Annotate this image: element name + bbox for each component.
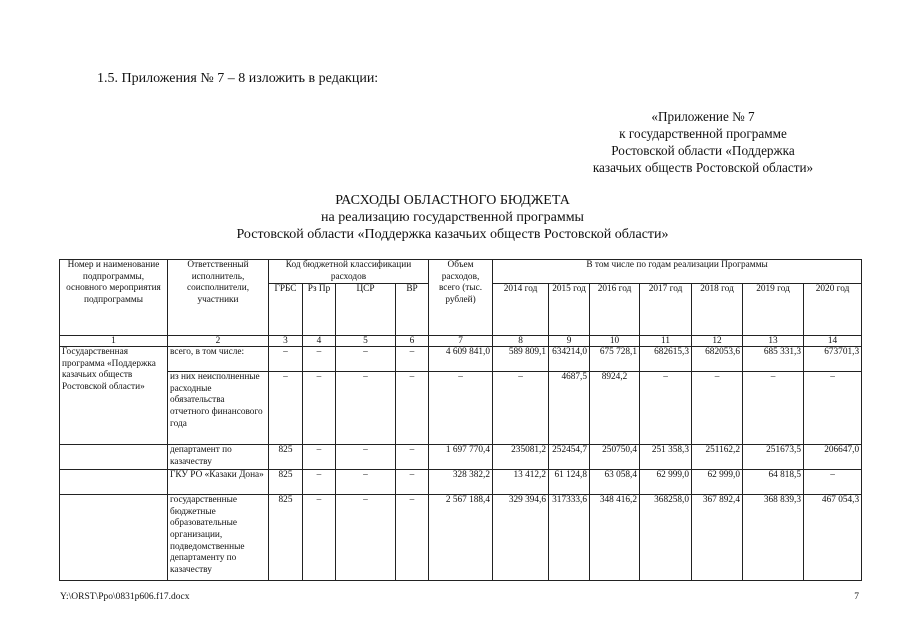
- grbs-cell: 825: [269, 445, 303, 470]
- executor-cell: ГКУ РО «Казаки Дона»: [168, 470, 269, 495]
- year-value-cell: –: [743, 372, 804, 445]
- total-cell: 1 697 770,4: [429, 445, 493, 470]
- year-value-cell: –: [804, 470, 862, 495]
- rzpr-cell: –: [303, 445, 336, 470]
- executor-cell: всего, в том числе:: [168, 347, 269, 372]
- grbs-cell: 825: [269, 470, 303, 495]
- year-value-cell: 348 416,2: [590, 495, 640, 581]
- year-value-cell: 317333,6: [549, 495, 590, 581]
- total-cell: 4 609 841,0: [429, 347, 493, 372]
- table-row: [60, 445, 862, 470]
- program-name-empty: [60, 445, 168, 470]
- header-year: 2020 год: [804, 284, 862, 336]
- year-value-cell: 251162,2: [692, 445, 743, 470]
- csr-cell: –: [336, 470, 396, 495]
- year-value-cell: 4687,5: [549, 372, 590, 445]
- year-value-cell: 685 331,3: [743, 347, 804, 372]
- year-value-cell: 61 124,8: [549, 470, 590, 495]
- table-row: [60, 495, 862, 581]
- year-value-cell: 250750,4: [590, 445, 640, 470]
- column-number: 4: [303, 336, 336, 347]
- total-cell: –: [429, 372, 493, 445]
- year-value-cell: 682615,3: [640, 347, 692, 372]
- csr-cell: –: [336, 347, 396, 372]
- year-value-cell: 252454,7: [549, 445, 590, 470]
- year-value-cell: 8924,2: [590, 372, 640, 445]
- vr-cell: –: [396, 495, 429, 581]
- csr-cell: –: [336, 372, 396, 445]
- year-value-cell: 682053,6: [692, 347, 743, 372]
- grbs-cell: 825: [269, 495, 303, 581]
- table-row: [60, 347, 862, 372]
- header-name: Номер и наименование подпрограммы, основного мероприятия подпрограммы: [60, 260, 168, 336]
- header-total: Объем расходов, всего (тыс. рублей): [429, 260, 493, 336]
- vr-cell: –: [396, 470, 429, 495]
- header-vr: ВР: [396, 284, 429, 336]
- column-number: 5: [336, 336, 396, 347]
- column-number: 14: [804, 336, 862, 347]
- rzpr-cell: –: [303, 347, 336, 372]
- year-value-cell: 251 358,3: [640, 445, 692, 470]
- year-value-cell: –: [804, 372, 862, 445]
- header-grbs: ГРБС: [269, 284, 303, 336]
- rzpr-cell: –: [303, 372, 336, 445]
- year-value-cell: 251673,5: [743, 445, 804, 470]
- year-value-cell: 589 809,1: [493, 347, 549, 372]
- appendix-line: Ростовской области «Поддержка: [611, 143, 795, 158]
- program-name-empty: [60, 470, 168, 495]
- title-line: Ростовской области «Поддержка казачьих обществ Ростовской области»: [236, 227, 669, 242]
- column-number: 3: [269, 336, 303, 347]
- column-number: 11: [640, 336, 692, 347]
- header-year: 2016 год: [590, 284, 640, 336]
- header-year: 2017 год: [640, 284, 692, 336]
- rzpr-cell: –: [303, 495, 336, 581]
- column-numbers-row: [60, 336, 862, 347]
- executor-cell: из них неисполненные расходные обязательства отчетного финансового года: [168, 372, 269, 445]
- header-years: В том числе по годам реализации Программы: [493, 260, 862, 284]
- header-csr: ЦСР: [336, 284, 396, 336]
- header-budget-code: Код бюджетной классификации расходов: [269, 260, 429, 284]
- column-number: 1: [60, 336, 168, 347]
- title-line: на реализацию государственной программы: [321, 210, 584, 225]
- table-row: [60, 372, 862, 445]
- header-year: 2018 год: [692, 284, 743, 336]
- year-value-cell: 467 054,3: [804, 495, 862, 581]
- header-year: 2019 год: [743, 284, 804, 336]
- expenses-table: [59, 259, 862, 581]
- year-value-cell: 64 818,5: [743, 470, 804, 495]
- vr-cell: –: [396, 347, 429, 372]
- column-number: 6: [396, 336, 429, 347]
- year-value-cell: 63 058,4: [590, 470, 640, 495]
- appendix-line: «Приложение № 7: [651, 109, 755, 124]
- year-value-cell: 62 999,0: [692, 470, 743, 495]
- column-number: 9: [549, 336, 590, 347]
- appendix-line: казачьих обществ Ростовской области»: [592, 160, 814, 175]
- column-number: 8: [493, 336, 549, 347]
- year-value-cell: –: [692, 372, 743, 445]
- program-name-empty: [60, 495, 168, 581]
- total-cell: 2 567 188,4: [429, 495, 493, 581]
- year-value-cell: 675 728,1: [590, 347, 640, 372]
- grbs-cell: –: [269, 347, 303, 372]
- year-value-cell: –: [493, 372, 549, 445]
- appendix-heading: [553, 108, 853, 176]
- year-value-cell: –: [640, 372, 692, 445]
- header-rzpr: Рз Пр: [303, 284, 336, 336]
- footer-file-path: Y:\ORST\Ppo\0831p606.f17.docx: [60, 592, 190, 602]
- year-value-cell: 62 999,0: [640, 470, 692, 495]
- title-line: РАСХОДЫ ОБЛАСТНОГО БЮДЖЕТА: [335, 193, 570, 208]
- column-number: 10: [590, 336, 640, 347]
- column-number: 13: [743, 336, 804, 347]
- intro-text: 1.5. Приложения № 7 – 8 изложить в редакции:: [97, 71, 379, 86]
- column-number: 12: [692, 336, 743, 347]
- csr-cell: –: [336, 445, 396, 470]
- year-value-cell: 13 412,2: [493, 470, 549, 495]
- column-number: 2: [168, 336, 269, 347]
- column-number: 7: [429, 336, 493, 347]
- header-year: 2014 год: [493, 284, 549, 336]
- year-value-cell: 235081,2: [493, 445, 549, 470]
- header-year: 2015 год: [549, 284, 590, 336]
- year-value-cell: 329 394,6: [493, 495, 549, 581]
- vr-cell: –: [396, 372, 429, 445]
- year-value-cell: 368 839,3: [743, 495, 804, 581]
- page-number: 7: [854, 592, 859, 602]
- year-value-cell: 673701,3: [804, 347, 862, 372]
- grbs-cell: –: [269, 372, 303, 445]
- year-value-cell: 368258,0: [640, 495, 692, 581]
- year-value-cell: 634214,0: [549, 347, 590, 372]
- document-title: [0, 192, 905, 243]
- total-cell: 328 382,2: [429, 470, 493, 495]
- header-executor: Ответственный исполнитель, соисполнители, участники: [168, 260, 269, 336]
- executor-cell: департамент по казачеству: [168, 445, 269, 470]
- program-name: Государственная программа «Поддержка казачьих обществ Ростовской области»: [60, 347, 168, 445]
- rzpr-cell: –: [303, 470, 336, 495]
- executor-cell: государственные бюджетные образовательные организации, подведомственные департаменту по казачеству: [168, 495, 269, 581]
- appendix-line: к государственной программе: [619, 126, 787, 141]
- csr-cell: –: [336, 495, 396, 581]
- year-value-cell: 367 892,4: [692, 495, 743, 581]
- table-row: [60, 470, 862, 495]
- year-value-cell: 206647,0: [804, 445, 862, 470]
- vr-cell: –: [396, 445, 429, 470]
